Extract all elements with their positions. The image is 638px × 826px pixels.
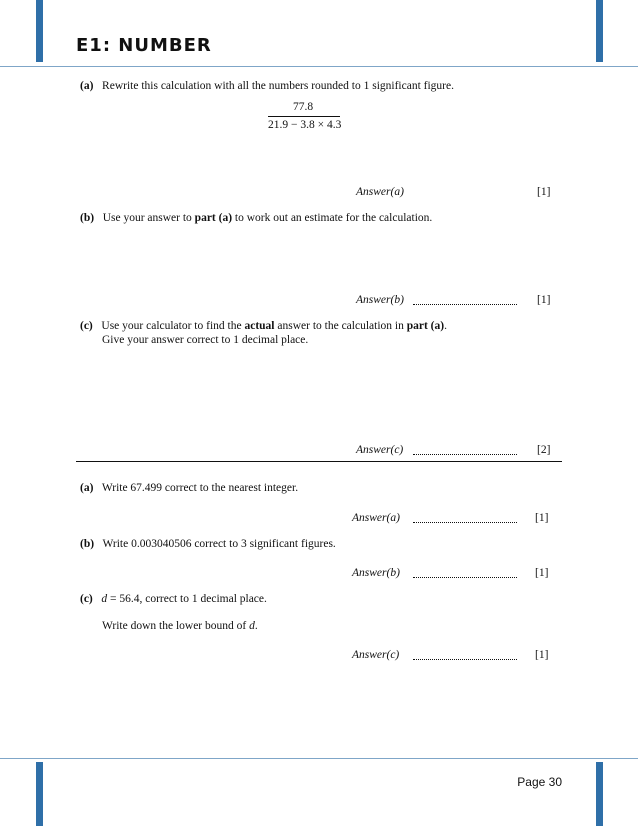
q1-a-text: Rewrite this calculation with all the numbers rounded to 1 significant figure. xyxy=(102,80,454,92)
fraction-bar xyxy=(268,116,340,117)
q2-a-mark: [1] xyxy=(535,512,549,524)
q2-c-mark: [1] xyxy=(535,649,549,661)
left-top-bar xyxy=(36,0,43,62)
q1-c-label: (c) xyxy=(80,320,93,332)
q2-b-text: Write 0.003040506 correct to 3 significant figures. xyxy=(102,538,336,550)
q1-c-text-mid: answer to the calculation in xyxy=(277,320,404,332)
q1-c-text-end: . xyxy=(444,320,447,332)
q2-b-mark: [1] xyxy=(535,567,549,579)
page-title: E1: NUMBER xyxy=(76,35,212,56)
q1-a-mark: [1] xyxy=(537,186,551,198)
q2-b-answer-line[interactable] xyxy=(413,577,517,578)
q1-b-text-bold: part (a) xyxy=(194,212,233,224)
right-bottom-bar xyxy=(596,762,603,826)
q2-c-line2 xyxy=(102,620,258,632)
fraction-denominator: 21.9 − 3.8 × 4.3 xyxy=(268,119,342,131)
header-rule xyxy=(0,66,638,67)
q2-c-text: = 56.4, correct to 1 decimal place. xyxy=(107,593,267,605)
q1-c-text-bold1: actual xyxy=(244,320,275,332)
q1-b-question xyxy=(80,212,432,224)
q1-c-line2: Give your answer correct to 1 decimal place. xyxy=(102,334,309,346)
q2-a-answer-label: Answer(a) xyxy=(352,512,400,524)
q2-c-label: (c) xyxy=(80,593,93,605)
q2-a-question xyxy=(80,482,298,494)
q2-c-var: d xyxy=(101,593,108,605)
q2-b-answer-label: Answer(b) xyxy=(352,567,400,579)
q1-a-answer-label: Answer(a) xyxy=(356,186,404,198)
q1-a-label: (a) xyxy=(80,80,94,92)
q1-b-text-post: to work out an estimate for the calculation. xyxy=(234,212,433,224)
q2-c-question xyxy=(80,593,267,605)
page-number: Page 30 xyxy=(517,775,562,789)
q1-b-answer-line[interactable] xyxy=(413,304,517,305)
q2-a-label: (a) xyxy=(80,482,94,494)
q1-a-question xyxy=(80,80,454,92)
q1-b-text-pre: Use your answer to xyxy=(102,212,192,224)
q1-c-answer-line[interactable] xyxy=(413,454,517,455)
left-bottom-bar xyxy=(36,762,43,826)
q1-b-mark: [1] xyxy=(537,294,551,306)
fraction-numerator: 77.8 xyxy=(293,101,314,113)
q2-b-label: (b) xyxy=(80,538,95,550)
q2-c-answer-line[interactable] xyxy=(413,659,517,660)
q2-c-line2-pre: Write down the lower bound of xyxy=(102,620,250,632)
footer-rule xyxy=(0,758,638,759)
question-divider xyxy=(76,461,562,462)
q2-b-question xyxy=(80,538,336,550)
q1-b-answer-label: Answer(b) xyxy=(356,294,404,306)
right-top-bar xyxy=(596,0,603,62)
q1-c-question xyxy=(80,320,447,332)
q2-c-line2-var: d xyxy=(249,620,255,632)
q2-a-answer-line[interactable] xyxy=(413,522,517,523)
q1-c-mark: [2] xyxy=(537,444,551,456)
q2-c-answer-label: Answer(c) xyxy=(352,649,400,661)
q1-c-text-pre: Use your calculator to find the xyxy=(101,320,242,332)
q1-c-text-bold2: part (a) xyxy=(406,320,445,332)
q2-c-line2-end: . xyxy=(254,620,258,632)
q1-b-label: (b) xyxy=(80,212,95,224)
q2-a-text: Write 67.499 correct to the nearest integer. xyxy=(101,482,299,494)
q1-c-answer-label: Answer(c) xyxy=(356,444,404,456)
